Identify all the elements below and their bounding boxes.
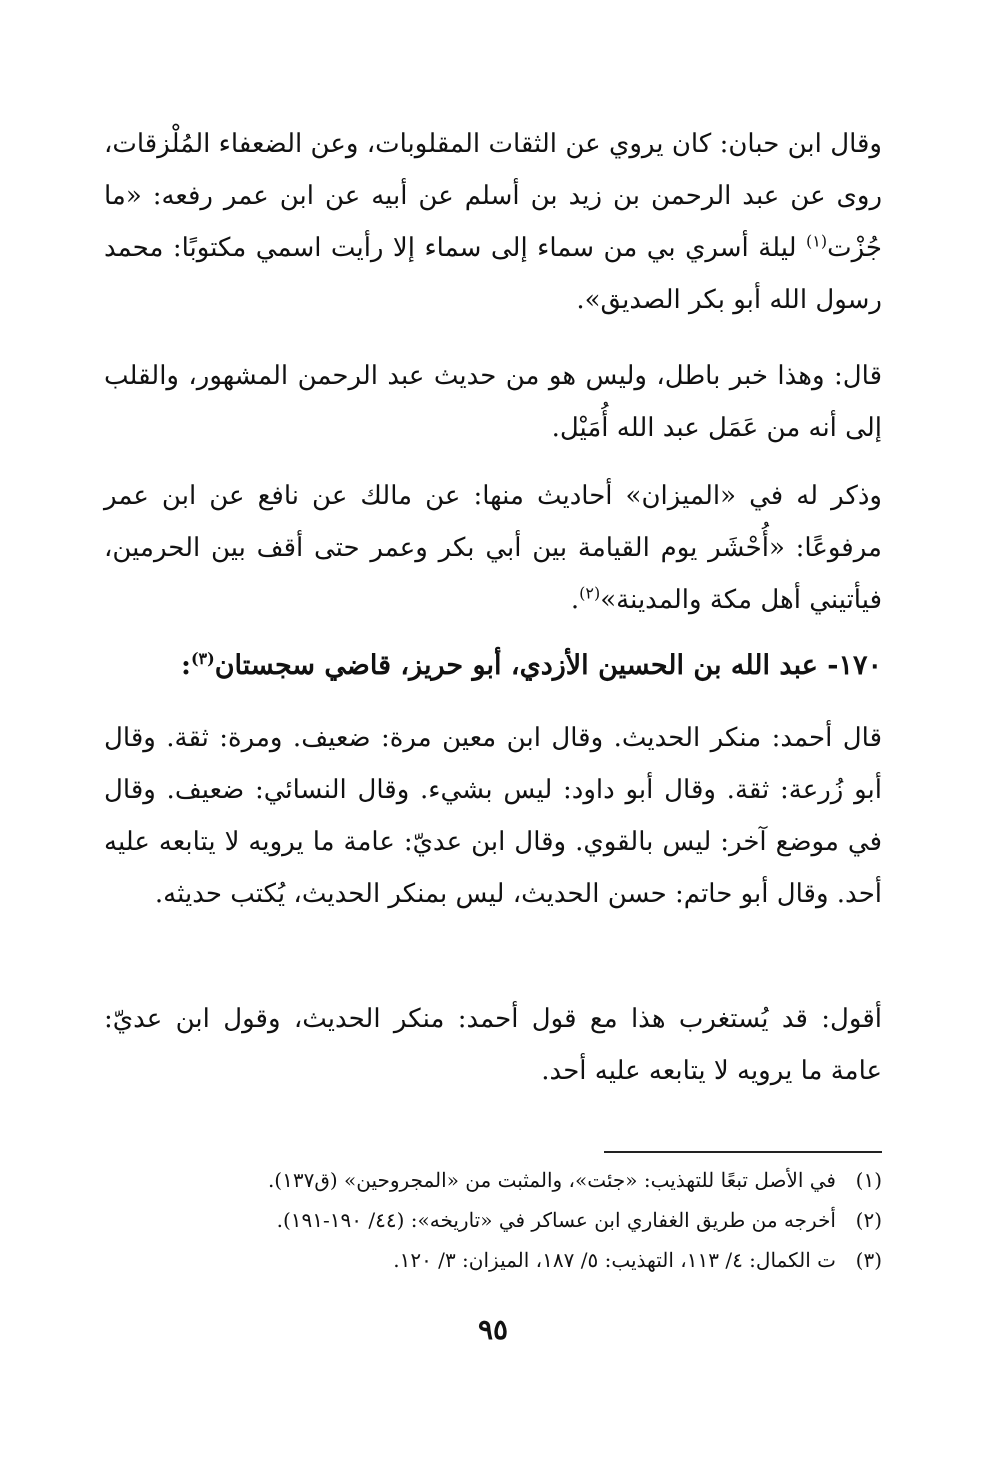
paragraph-aqul [104,993,882,1097]
paragraph-text: قال: وهذا خبر باطل، وليس هو من حديث عبد الرحمن المشهور، والقلب إلى أنه من عَمَل عبد الله أُمَيْل. [104,361,882,443]
paragraph-text: وذكر له في «الميزان» أحاديث منها: عن مالك عن نافع عن ابن عمر مرفوعًا: «أُحْشَر يوم القيامة بين أبي بكر وعمر حتى أقف بين الحرمين، فيأتيني أهل مكة والمدينة» [104,481,882,615]
paragraph-khabar-batil [104,350,882,454]
entry-heading-colon: : [180,650,191,681]
paragraph-text-continued: ليلة أسري بي من سماء إلى سماء إلا رأيت اسمي مكتوبًا: محمد رسول الله أبو بكر الصديق». [104,233,882,315]
footnote-separator [604,1151,882,1153]
paragraph-mizan [104,470,882,626]
entry-heading-text: ١٧٠- عبد الله بن الحسين الأزدي، أبو حريز، قاضي سجستان [214,650,882,681]
footnote-number: (٣) [855,1248,882,1272]
footnote-2 [104,1200,882,1240]
paragraph-gradings [104,712,882,920]
footnote-1 [104,1160,882,1200]
paragraph-text: قال أحمد: منكر الحديث. وقال ابن معين مرة: ضعيف. ومرة: ثقة. وقال أبو زُرعة: ثقة. وقال أبو داود: ليس بشيء. وقال النسائي: ضعيف. وقال في موضع آخر: ليس بالقوي. وقال ابن عديّ: عامة ما يرويه لا يتابعه عليه أحد. وقال أبو حاتم: حسن الحديث، ليس بمنكر الحديث، يُكتب حديثه. [104,723,882,909]
paragraph-end-punctuation: . [570,585,580,615]
footnote-number: (١) [855,1168,882,1192]
paragraph-ibn-hibban [104,118,882,326]
footnote-number: (٢) [855,1208,882,1232]
footnote-text: أخرجه من طريق الغفاري ابن عساكر في «تاريخه»: (٤٤/ ١٩٠-١٩١). [276,1208,836,1232]
footnote-reference-3[interactable]: (٣) [190,649,215,668]
paragraph-text: أقول: قد يُستغرب هذا مع قول أحمد: منكر الحديث، وقول ابن عديّ: عامة ما يرويه لا يتابعه عليه أحد. [104,1004,882,1086]
footnote-text: ت الكمال: ٤/ ١١٣، التهذيب: ٥/ ١٨٧، الميزان: ٣/ ١٢٠. [393,1248,836,1272]
paragraph-text: وقال ابن حبان: كان يروي عن الثقات المقلوبات، وعن الضعفاء المُلْزقات، روى عن عبد الرحمن بن زيد بن أسلم عن أبيه عن ابن عمر رفعه: «ما جُزْت [104,129,882,263]
footnote-text: في الأصل تبعًا للتهذيب: «جئت»، والمثبت من «المجروحين» (ق١٣٧). [267,1168,836,1192]
page-number: ٩٥ [477,1313,509,1346]
entry-heading-170 [104,640,882,692]
footnote-reference-1[interactable]: (١) [806,231,828,251]
footnote-reference-2[interactable]: (٢) [579,583,601,603]
footnotes-section [104,1160,882,1280]
footnote-3 [104,1240,882,1280]
